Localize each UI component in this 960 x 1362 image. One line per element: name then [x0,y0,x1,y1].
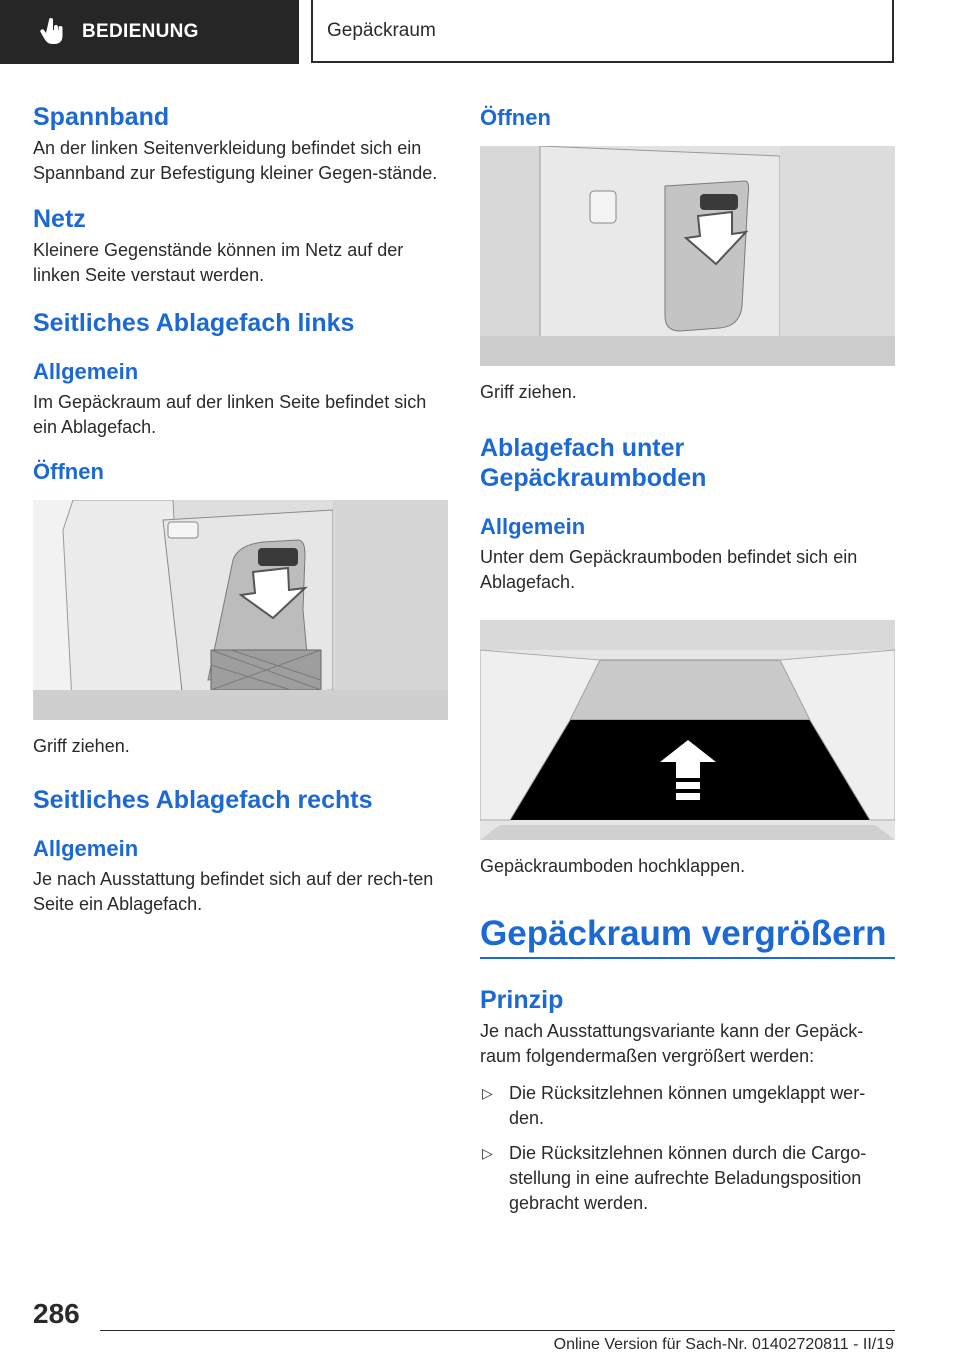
text-prinzip: Je nach Ausstattungsvariante kann der Gepäck-raum folgendermaßen vergrößert werden: [480,1021,864,1066]
heading-ablagefach-unter: Ablagefach unter Gepäckraumboden [480,434,707,492]
heading-spannband: Spannband [33,103,170,131]
list-item [480,1141,895,1216]
triangle-bullet-icon: ▷ [482,1085,493,1101]
heading-ablagefach-rechts: Seitliches Ablagefach rechts [33,786,373,814]
text-spannband: An der linken Seitenverkleidung befindet sich ein Spannband zur Befestigung kleiner Gegen-stände. [33,138,438,183]
text-allgemein-unter: Unter dem Gepäckraumboden befindet sich ein Ablagefach. [480,547,858,592]
section-label: BEDIENUNG [82,21,199,42]
subheading-oeffnen-links: Öffnen [33,459,104,484]
figure-side-compartment-right [480,146,895,366]
figure-side-compartment-left [33,500,448,720]
footer-rule [100,1330,895,1331]
triangle-bullet-icon: ▷ [482,1145,493,1161]
chapter-box [311,0,894,63]
subheading-allgemein-links: Allgemein [33,359,139,384]
list-item-text: Die Rücksitzlehnen können umgeklappt wer-den. [509,1083,866,1128]
text-allgemein-rechts: Je nach Ausstattung befindet sich auf der rech-ten Seite ein Ablagefach. [33,869,434,914]
heading-gepaeckraum-vergroessern: Gepäckraum vergrößern [480,914,887,953]
subheading-allgemein-rechts: Allgemein [33,836,139,861]
text-allgemein-links: Im Gepäckraum auf der linken Seite befindet sich ein Ablagefach. [33,392,427,437]
heading-netz: Netz [33,205,86,233]
chapter-label: Gepäckraum [327,19,436,41]
hand-pointer-icon [40,18,64,46]
right-column [480,96,895,1216]
section-tab [0,0,299,64]
heading-rule [480,957,895,959]
bullet-list [480,1081,895,1216]
subheading-allgemein-unter: Allgemein [480,514,586,539]
heading-ablagefach-links: Seitliches Ablagefach links [33,309,355,337]
footer-version-text: Online Version für Sach-Nr. 01402720811 - II/19 [553,1336,894,1353]
caption-griff-links: Griff ziehen. [33,736,130,756]
list-item [480,1081,895,1131]
heading-prinzip: Prinzip [480,986,564,1014]
list-item-text: Die Rücksitzlehnen können durch die Cargo-stellung in eine aufrechte Beladungsposition gebracht werden. [509,1143,867,1213]
page-number: 286 [33,1298,80,1329]
figure-cargo-floor [480,620,895,840]
left-column [33,96,448,917]
text-netz: Kleinere Gegenstände können im Netz auf der linken Seite verstaut werden. [33,240,404,285]
caption-griff-rechts: Griff ziehen. [480,382,577,402]
subheading-oeffnen-rechts: Öffnen [480,105,551,130]
caption-hochklappen: Gepäckraumboden hochklappen. [480,856,746,876]
